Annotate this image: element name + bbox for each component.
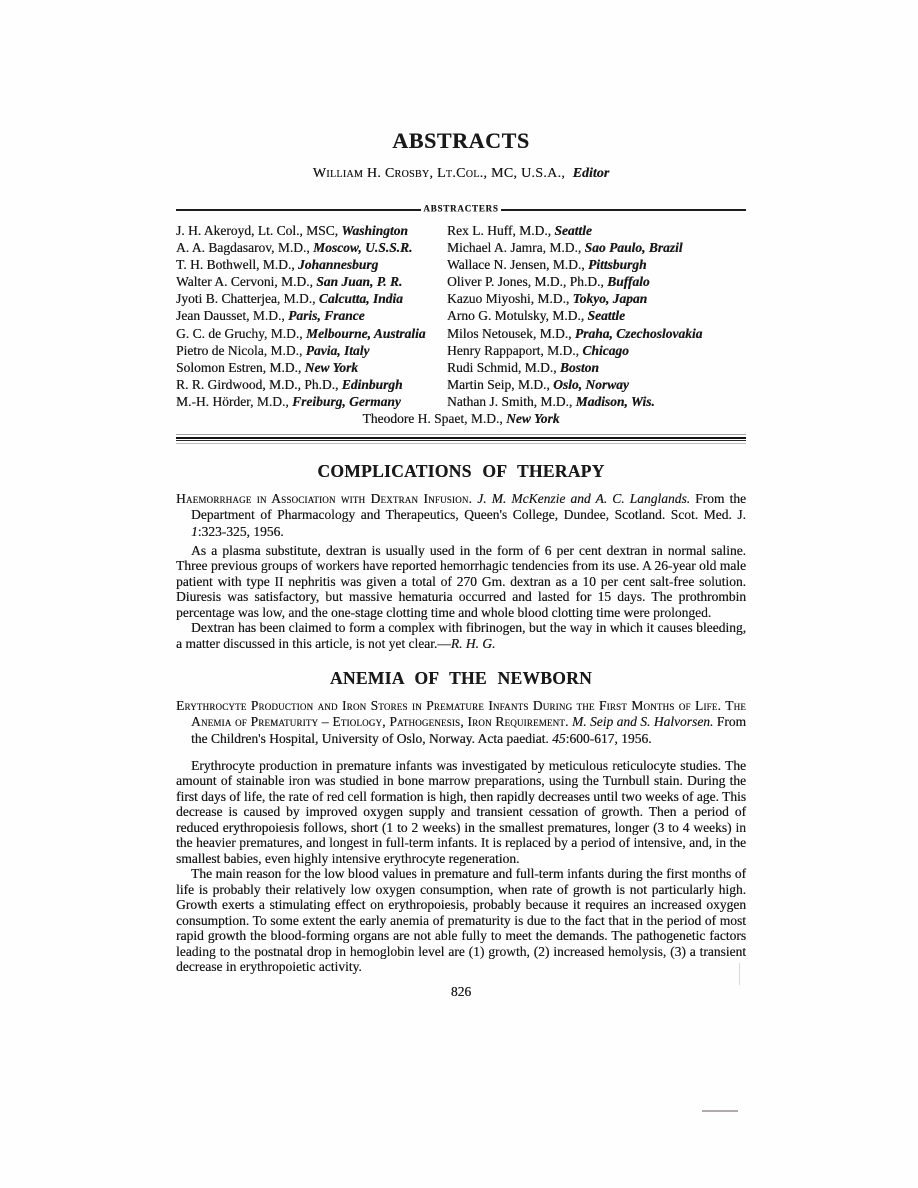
rule-stroke [176,443,746,444]
abstracter-row [176,325,447,342]
abstracter-name: Martin Seip, M.D., [447,376,554,392]
abstracter-name: Jyoti B. Chatterjea, M.D., [176,291,319,307]
abstracter-row [176,290,447,307]
abstracter-name: Rex L. Huff, M.D., [447,223,555,238]
abstracter-row [176,342,447,359]
editor-name: William H. Crosby, Lt.Col., MC, U.S.A., [312,166,566,181]
section-complications-of-therapy [176,461,746,651]
citation-authors: M. Seip and S. Halvorsen. [568,714,714,730]
divider-label: ABSTRACTERS [423,203,499,214]
abstracter-name: Theodore H. Spaet, M.D., [362,411,507,427]
abstracter-name: Nathan J. Smith, M.D., [447,393,576,409]
abstracter-name: Walter A. Cervoni, M.D., [176,274,317,290]
abstracter-name: Milos Netousek, M.D., [447,325,575,341]
citation-volume: 45 [552,730,566,746]
abstracter-row [447,359,746,376]
abstracters-list [176,222,746,410]
abstracter-name: Michael A. Jamra, M.D., [447,240,585,256]
rule-stroke [176,437,746,439]
abstracter-location: Moscow, U.S.S.R. [313,240,413,256]
abstracter-location: Pittsburgh [588,257,647,273]
editor-role: Editor [572,166,610,181]
abstracter-name: Pietro de Nicola, M.D., [176,342,306,358]
paragraph-text: Dextran has been claimed to form a complex with fibrinogen, but the way in which it causes bleeding, a matter discussed in this article, is not yet clear.— [176,620,746,651]
abstracter-row [447,222,746,239]
abstracter-name: Jean Dausset, M.D., [176,308,289,324]
abstracter-location: New York [304,359,359,375]
abstracter-location: Buffalo [607,274,650,290]
divider-rule-left [176,209,421,211]
page-number: 826 [450,983,472,999]
abstracter-name: T. H. Bothwell, M.D., [176,257,298,273]
abstracter-location: Madison, Wis. [575,393,655,409]
abstracter-row [176,273,447,290]
abstracter-location: Melbourne, Australia [305,325,426,341]
abstracter-location: Oslo, Norway [553,376,629,392]
abstracter-row [176,222,447,239]
abstracter-location: Washington [341,223,408,238]
abstracter-location: Tokyo, Japan [572,291,648,307]
abstracter-row [176,256,447,273]
citation-source: From the Children's Hospital, University of Oslo, Norway. Acta paediat. [191,714,746,746]
section-heading: COMPLICATIONS OF THERAPY [317,461,605,482]
abstracter-row [176,393,447,410]
citation-pages: :600-617, 1956. [565,730,652,746]
paragraph: The main reason for the low blood values in premature and full-term infants during the first months of life is probably their relatively low oxygen consumption, when rate of growth is not particularly high. Growth exerts a stimulating effect on erythropoiesis, probably because it requires an increased oxygen consumption. To some extent the early anemia of prematurity is due to the fact that in the period of most rapid growth the blood-forming organs are not able fully to meet the demands. The pathogenetic factors leading to the postnatal drop in hemoglobin level are (1) growth, (2) increased hemolysis, (3) a transient decrease in erythropoietic activity. [176,866,746,975]
abstracter-row [176,239,447,256]
paragraph: Erythrocyte production in premature infants was investigated by meticulous reticulocyte studies. The amount of stainable iron was studied in bone marrow preparations, using the Turnbull stain. During the first days of life, the rate of red cell formation is high, then rapidly decreases until two weeks of age. This decrease is caused by improved oxygen supply and transient cessation of growth. Then a period of reduced erythropoiesis follows, short (1 to 2 weeks) in the smallest prematures, longer (3 to 4 weeks) in the heavier prematures, and longest in full-term infants. It is replaced by a period of intensive, and, in the smallest babies, even highly intensive erythrocyte regeneration. [176,757,746,866]
abstracter-name: J. H. Akeroyd, Lt. Col., MSC, [176,223,342,238]
abstracter-row [447,325,746,342]
citation-title: Erythrocyte Production and Iron Stores in Premature Infants During the First Months of Life. The Anemia of Prematurity – Etiology, Pathogenesis, Iron Requirement. [176,698,746,730]
abstracter-location: Pavia, Italy [305,342,370,358]
abstracter-location: Seattle [587,308,626,324]
abstracter-row [447,290,746,307]
abstracter-name: Wallace N. Jensen, M.D., [447,257,588,273]
section-divider-rule [176,434,746,444]
citation-source: From the Department of Pharmacology and Therapeutics, Queen's College, Dundee, Scotland. Scot. Med. J. [191,491,746,523]
abstracters-column-left [176,222,447,410]
abstracter-row [176,359,447,376]
abstracter-name: G. C. de Gruchy, M.D., [176,325,306,341]
abstracter-name: A. A. Bagdasarov, M.D., [176,240,314,256]
abstracter-location: Chicago [582,342,629,358]
abstracter-location: New York [506,411,560,427]
abstracter-row [176,307,447,324]
reviewer-initials: R. H. G. [450,635,496,651]
page-title: ABSTRACTS [392,128,530,153]
citation [176,491,746,540]
abstracter-location: Praha, Czechoslovakia [574,325,703,341]
rule-stroke [176,440,746,441]
abstracter-location: Seattle [554,223,592,238]
abstracter-name: Kazuo Miyoshi, M.D., [447,291,573,307]
abstracter-location: Freiburg, Germany [292,393,401,409]
page-content [176,0,746,1000]
abstracter-name: Oliver P. Jones, M.D., Ph.D., [447,274,608,290]
scan-artifact-dash [702,1110,738,1112]
abstracter-location: Edinburgh [341,376,403,392]
abstracter-location: Boston [559,359,599,375]
scan-artifact-vline [739,963,740,985]
abstracter-location: Sao Paulo, Brazil [584,240,683,256]
citation [176,698,746,747]
abstracter-name: Solomon Estren, M.D., [176,359,305,375]
abstracter-centered-row [176,410,746,427]
abstracters-divider [176,205,746,214]
abstracter-name: Rudi Schmid, M.D., [447,359,560,375]
abstracter-name: Henry Rappaport, M.D., [447,342,583,358]
abstracter-location: Johannesburg [298,257,379,273]
abstracter-location: San Juan, P. R. [316,274,403,290]
abstracter-location: Calcutta, India [318,291,403,307]
citation-title: Haemorrhage in Association with Dextran Infusion. [176,491,473,507]
abstracter-row [447,307,746,324]
abstracter-row [176,376,447,393]
citation-pages: :323-325, 1956. [197,523,284,539]
abstracter-row [447,393,746,410]
abstracter-name: M.-H. Hörder, M.D., [176,393,293,409]
abstracter-location: Paris, France [288,308,365,324]
abstracters-column-right [447,222,746,410]
divider-rule-right [501,209,746,211]
abstracter-name: R. R. Girdwood, M.D., Ph.D., [176,376,342,392]
abstracter-name: Arno G. Motulsky, M.D., [447,308,588,324]
abstracter-row [447,273,746,290]
editor-line [176,166,746,182]
paragraph: As a plasma substitute, dextran is usually used in the form of 6 per cent dextran in normal saline. Three previous groups of workers have reported hemorrhagic tendencies from its use. A 26-year old male patient with type II nephritis was given a total of 270 Gm. dextran as a 10 per cent salt-free solution. Diuresis was satisfactory, but massive hematuria occurred and lasted for 15 days. The prothrombin percentage was low, and the one-stage clotting time and whole blood clotting time were prolonged. [176,542,746,620]
abstracter-row [447,239,746,256]
citation-authors: J. M. McKenzie and A. C. Langlands. [472,491,691,507]
section-heading: ANEMIA OF THE NEWBORN [329,668,593,689]
rule-stroke [176,434,746,435]
abstracter-row [447,256,746,273]
citation-volume: 1 [191,523,198,539]
paragraph [176,620,746,651]
abstracter-row [447,376,746,393]
section-anemia-of-the-newborn [176,668,746,975]
abstracter-row [447,342,746,359]
